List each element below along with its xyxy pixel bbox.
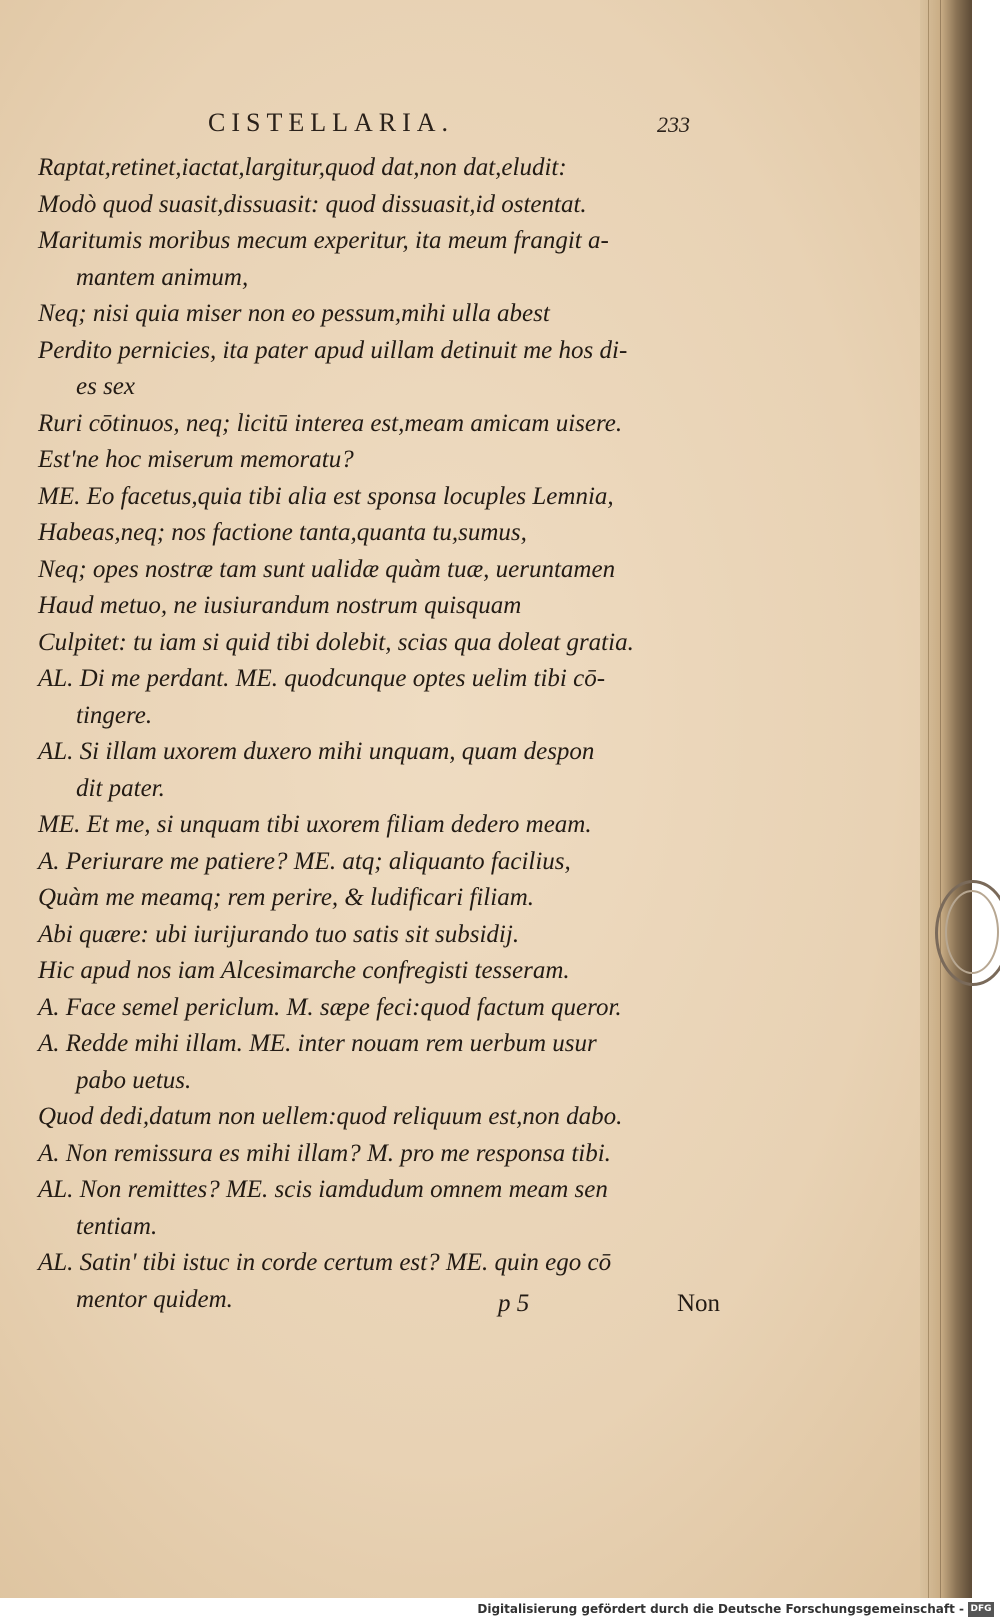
text-line: ME. Et me, si unquam tibi uxorem filiam dedero meam. — [38, 811, 592, 838]
text-line: tingere. — [76, 701, 153, 729]
clasp-ring-inner — [945, 890, 999, 974]
text-line: AL. Satin' tibi istuc in corde certum est? ME. quin ego cō — [38, 1249, 612, 1276]
text-line: A. Non remissura es mihi illam? M. pro me responsa tibi. — [38, 1139, 611, 1167]
page-number: 233 — [657, 112, 690, 137]
text-line: Abi quære: ubi iurijurando tuo satis sit subsidij. — [38, 920, 520, 948]
catchword: Non — [676, 1290, 720, 1317]
text-line: Culpitet: tu iam si quid tibi dolebit, scias qua doleat gratia. — [38, 628, 634, 656]
dfg-logo: DFG — [968, 1602, 994, 1617]
text-line: Est'ne hoc miserum memoratu? — [38, 446, 354, 473]
footer-bar — [0, 1598, 1000, 1622]
text-line: Habeas,neq; nos factione tanta,quanta tu,sumus, — [38, 519, 527, 546]
running-title: CISTELLARIA. — [208, 108, 455, 137]
signature-mark: p 5 — [498, 1290, 530, 1317]
text-line: ME. Eo facetus,quia tibi alia est sponsa locuples Lemnia, — [38, 482, 614, 510]
text-line: Raptat,retinet,iactat,largitur,quod dat,non dat,eludit: — [38, 154, 567, 181]
catch-line — [490, 1290, 720, 1330]
text-line: Neq; opes nostræ tam sunt ualidæ quàm tuæ, ueruntamen — [38, 555, 616, 583]
text-line: AL. Non remittes? ME. scis iamdudum omnem meam sen — [38, 1176, 608, 1203]
text-line: mantem animum, — [76, 263, 249, 291]
text-line: A. Face semel periclum. M. sæpe feci:quod factum queror. — [38, 993, 622, 1021]
text-line: Maritumis moribus mecum experitur, ita meum frangit a- — [38, 227, 609, 254]
funding-credit: Digitalisierung gefördert durch die Deutsche Forschungsgemeinschaft - — [477, 1602, 964, 1616]
text-line: Quàm me meamq; rem perire, & ludificari filiam. — [38, 884, 534, 911]
page-header — [200, 108, 690, 148]
text-line: pabo uetus. — [76, 1066, 192, 1094]
text-line: AL. Di me perdant. ME. quodcunque optes uelim tibi cō- — [38, 665, 606, 692]
text-line: AL. Si illam uxorem duxero mihi unquam, quam despon — [38, 738, 595, 765]
text-line: mentor quidem. — [76, 1285, 233, 1313]
text-line: A. Periurare me patiere? ME. atq; aliquanto facilius, — [38, 847, 571, 875]
text-line: Ruri cōtinuos, neq; licitū interea est,meam amicam uisere. — [38, 409, 623, 437]
text-line: A. Redde mihi illam. ME. inter nouam rem uerbum usur — [38, 1030, 597, 1057]
text-line: tentiam. — [76, 1212, 158, 1240]
text-line: es sex — [76, 373, 135, 400]
text-line: Quod dedi,datum non uellem:quod reliquum est,non dabo. — [38, 1103, 623, 1130]
book-fore-edge — [920, 0, 972, 1598]
text-line: Neq; nisi quia miser non eo pessum,mihi ulla abest — [38, 300, 550, 327]
text-line: Perdito pernicies, ita pater apud uillam detinuit me hos di- — [38, 336, 628, 364]
text-line: dit pater. — [76, 774, 165, 802]
text-line: Haud metuo, ne iusiurandum nostrum quisquam — [38, 592, 522, 619]
text-line: Modò quod suasit,dissuasit: quod dissuasit,id ostentat. — [38, 190, 587, 218]
verse-text-block — [38, 150, 718, 1318]
text-line: Hic apud nos iam Alcesimarche confregisti tesseram. — [38, 957, 570, 984]
